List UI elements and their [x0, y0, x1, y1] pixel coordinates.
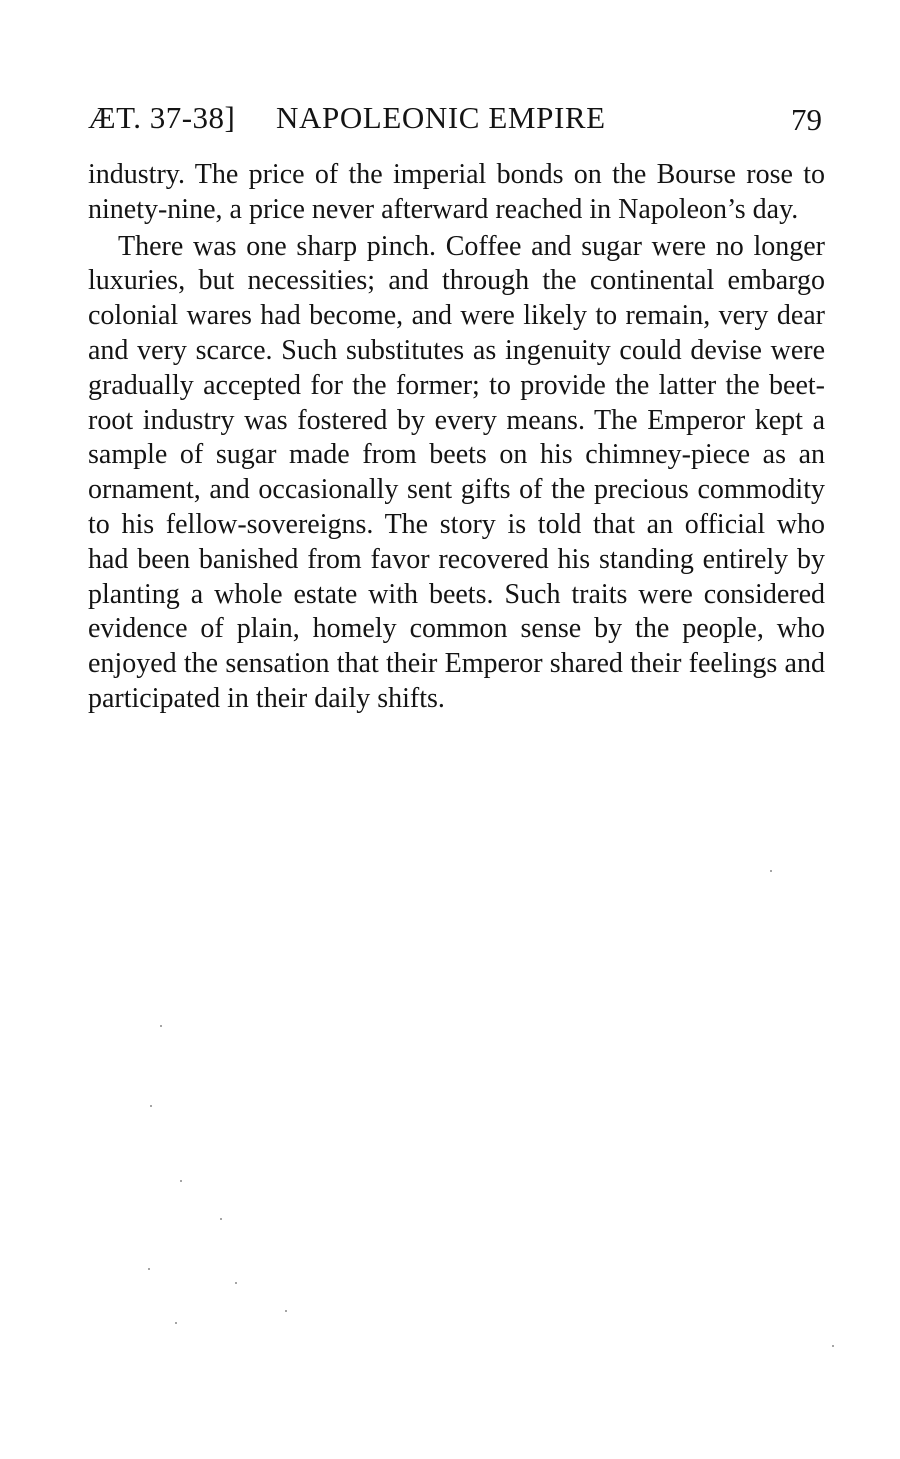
speck	[160, 1025, 162, 1027]
speck	[285, 1310, 287, 1312]
speck	[832, 1345, 834, 1347]
running-head-title: NAPOLEONIC EMPIRE	[276, 100, 606, 135]
speck	[148, 1268, 150, 1270]
page-number: 79	[791, 102, 822, 137]
paragraph-continued: industry. The price of the imperial bonds on the Bourse rose to ninety-nine, a price never afterward reached in Napoleon’s day.	[88, 159, 825, 225]
speck	[770, 870, 772, 872]
running-head	[88, 98, 828, 138]
speck	[150, 1105, 152, 1107]
speck	[235, 1282, 237, 1284]
speck	[175, 1322, 177, 1324]
speck	[180, 1180, 182, 1182]
speck	[220, 1218, 222, 1220]
paragraph: There was one sharp pinch. Coffee and sugar were no longer luxuries, but necessities; and through the continental embargo colonial wares had become, and were likely to remain, very dear and very scarce. Such substitutes as ingenuity could devise were gradually accepted for the former; to provide the latter the beet-root industry was fostered by every means. The Emperor kept a sample of sugar made from beets on his chimney-piece as an ornament, and occasionally sent gifts of the precious commodity to his fellow-sovereigns. The story is told that an official who had been banished from favor recovered his standing entirely by planting a whole estate with beets. Such traits were considered evidence of plain, homely common sense by the people, who enjoyed the sensation that their Emperor shared their feelings and participated in their daily shifts.	[88, 230, 825, 714]
running-head-age-range: ÆT. 37-38]	[88, 100, 236, 135]
body-text	[88, 158, 825, 719]
